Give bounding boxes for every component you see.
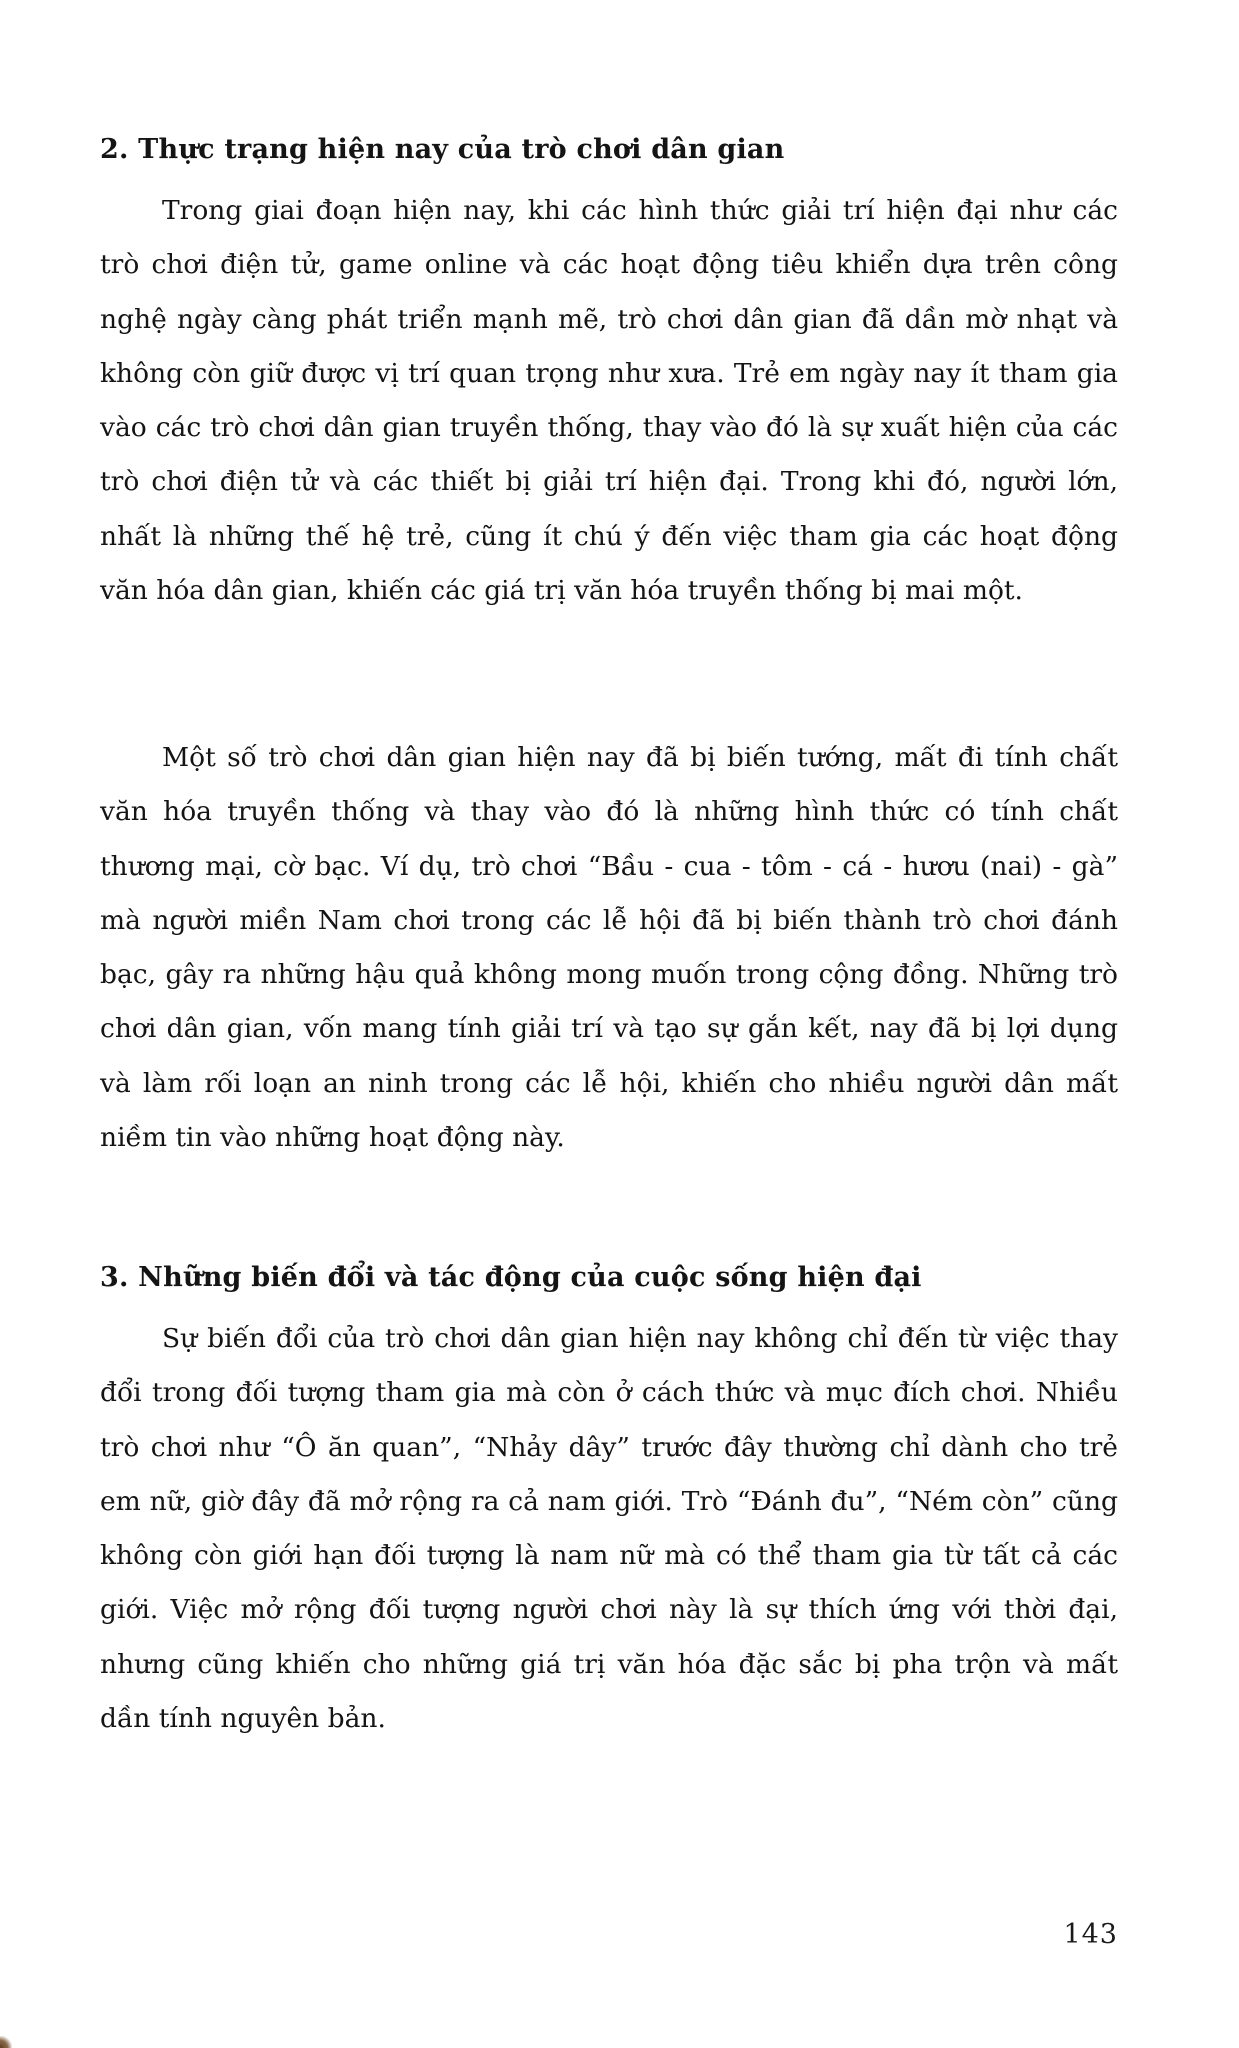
paragraph-distorted-games: Một số trò chơi dân gian hiện nay đã bị biến tướng, mất đi tính chất văn hóa truyền thống và thay vào đó là những hình thức có tính chất thương mại, cờ bạc. Ví dụ, trò chơi “Bầu - cua - tôm - cá - hươu (nai) - gà” mà người miền Nam chơi trong các lễ hội đã bị biến thành trò chơi đánh bạc, gây ra những hậu quả không mong muốn trong cộng đồng. Những trò chơi dân gian, vốn mang tính giải trí và tạo sự gắn kết, nay đã bị lợi dụng và làm rối loạn an ninh trong các lễ hội, khiến cho nhiều người dân mất niềm tin vào những hoạt động này. [100, 742, 1118, 1154]
section-heading-current-state: 2. Thực trạng hiện nay của trò chơi dân gian [100, 134, 785, 165]
page-number: 143 [1063, 1919, 1118, 1950]
section-heading-changes-and-impacts: 3. Những biến đổi và tác động của cuộc sống hiện đại [100, 1262, 922, 1293]
paragraph-player-changes: Sự biến đổi của trò chơi dân gian hiện nay không chỉ đến từ việc thay đổi trong đối tượng tham gia mà còn ở cách thức và mục đích chơi. Nhiều trò chơi như “Ô ăn quan”, “Nhảy dây” trước đây thường chỉ dành cho trẻ em nữ, giờ đây đã mở rộng ra cả nam giới. Trò “Đánh đu”, “Ném còn” cũng không còn giới hạn đối tượng là nam nữ mà có thể tham gia từ tất cả các giới. Việc mở rộng đối tượng người chơi này là sự thích ứng với thời đại, nhưng cũng khiến cho những giá trị văn hóa đặc sắc bị pha trộn và mất dần tính nguyên bản. [100, 1323, 1118, 1735]
scan-corner-artifact [0, 2036, 12, 2048]
paragraph-modern-entertainment: Trong giai đoạn hiện nay, khi các hình thức giải trí hiện đại như các trò chơi điện tử, game online và các hoạt động tiêu khiển dựa trên công nghệ ngày càng phát triển mạnh mẽ, trò chơi dân gian đã dần mờ nhạt và không còn giữ được vị trí quan trọng như xưa. Trẻ em ngày nay ít tham gia vào các trò chơi dân gian truyền thống, thay vào đó là sự xuất hiện của các trò chơi điện tử và các thiết bị giải trí hiện đại. Trong khi đó, người lớn, nhất là những thế hệ trẻ, cũng ít chú ý đến việc tham gia các hoạt động văn hóa dân gian, khiến các giá trị văn hóa truyền thống bị mai một. [100, 195, 1118, 607]
